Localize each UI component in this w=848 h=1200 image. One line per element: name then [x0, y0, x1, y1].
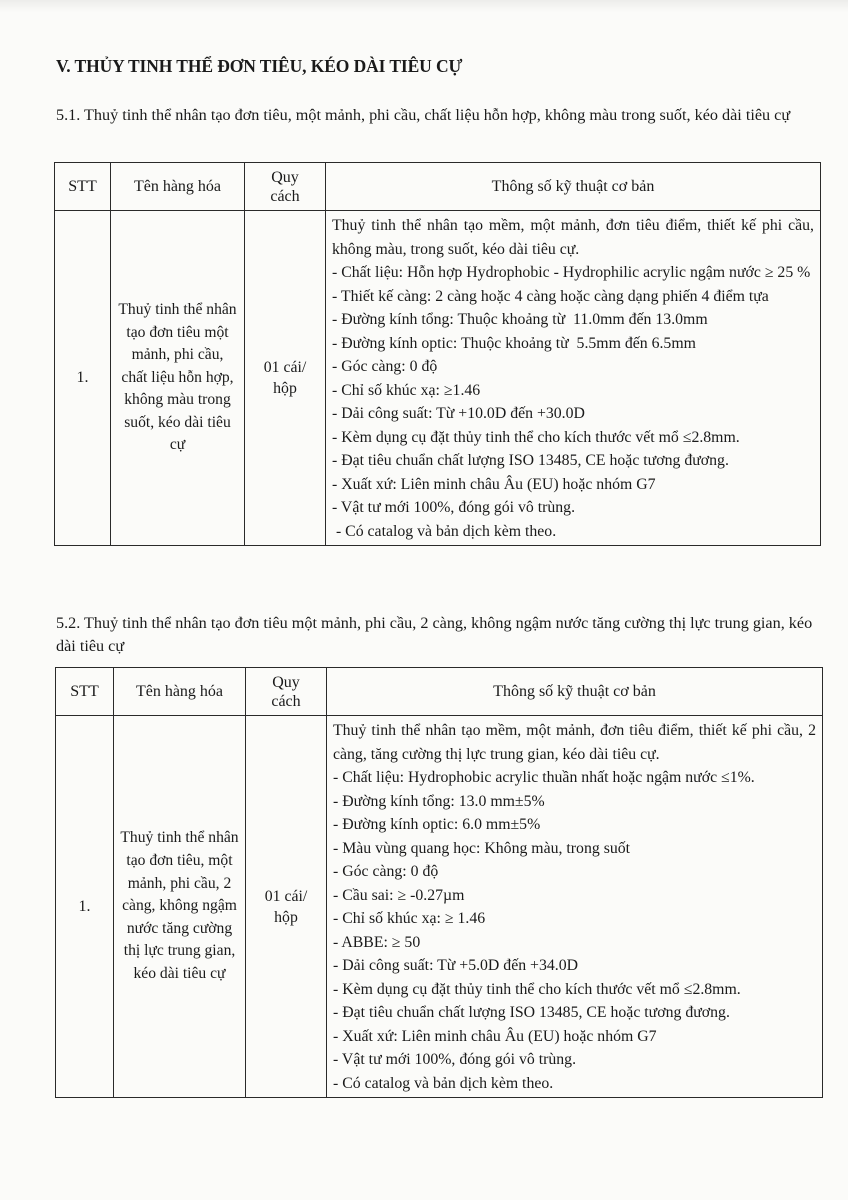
row-unit: 01 cái/ hộp [246, 716, 327, 1098]
header-spec: Thông số kỹ thuật cơ bản [327, 668, 823, 716]
scan-shadow [0, 0, 848, 12]
table-header-row [56, 668, 823, 716]
header-stt: STT [55, 163, 111, 211]
spec-table-5-1 [54, 162, 821, 546]
spec-line: - Đường kính optic: Thuộc khoảng từ 5.5mm đến 6.5mm [332, 334, 696, 352]
spec-line: - Chỉ số khúc xạ: ≥1.46 [332, 381, 481, 399]
spec-line: - Có catalog và bản dịch kèm theo. [333, 1074, 554, 1092]
section-title: V. THỦY TINH THỂ ĐƠN TIÊU, KÉO DÀI TIÊU CỰ [56, 56, 463, 76]
row-product-name: Thuỷ tinh thể nhân tạo đơn tiêu một mảnh, phi cầu, chất liệu hỗn hợp, không màu trong suốt, kéo dài tiêu cự [111, 211, 245, 546]
spec-table-5-2 [55, 667, 823, 1098]
spec-line: - Có catalog và bản dịch kèm theo. [332, 522, 557, 540]
spec-line: - ABBE: ≥ 50 [333, 933, 421, 951]
spec-line: - Đường kính tổng: 13.0 mm±5% [333, 792, 545, 810]
spec-line: - Góc càng: 0 độ [333, 863, 439, 880]
spec-line: - Kèm dụng cụ đặt thủy tinh thể cho kích thước vết mổ ≤2.8mm. [333, 980, 741, 998]
spec-line: - Chỉ số khúc xạ: ≥ 1.46 [333, 910, 486, 927]
spec-line: - Góc càng: 0 độ [332, 358, 438, 375]
spec-intro: Thuỷ tinh thể nhân tạo mềm, một mảnh, đơn tiêu điểm, thiết kế phi cầu, 2 càng, tăng cường thị lực trung gian, kéo dài tiêu cự. [333, 722, 816, 763]
spec-line: - Đạt tiêu chuẩn chất lượng ISO 13485, CE hoặc tương đương. [332, 452, 729, 469]
spec-line: - Thiết kế càng: 2 càng hoặc 4 càng hoặc càng dạng phiến 4 điểm tựa [332, 287, 769, 305]
spec-line: - Vật tư mới 100%, đóng gói vô trùng. [332, 499, 576, 516]
table-row [55, 211, 821, 546]
spec-line: - Xuất xứ: Liên minh châu Âu (EU) hoặc nhóm G7 [333, 1027, 657, 1045]
row-stt: 1. [55, 211, 111, 546]
spec-line: - Dải công suất: Từ +5.0D đến +34.0D [333, 957, 579, 974]
spec-line: - Đường kính optic: 6.0 mm±5% [333, 816, 541, 833]
row-stt: 1. [56, 716, 114, 1098]
spec-line: - Đường kính tổng: Thuộc khoảng từ 11.0mm đến 13.0mm [332, 311, 708, 328]
header-stt: STT [56, 668, 114, 716]
spec-line: - Cầu sai: ≥ -0.27µm [333, 886, 465, 904]
header-name: Tên hàng hóa [111, 163, 245, 211]
row-spec [327, 716, 823, 1098]
table-header-row [55, 163, 821, 211]
spec-line: - Kèm dụng cụ đặt thủy tinh thể cho kích thước vết mổ ≤2.8mm. [332, 428, 740, 446]
spec-line: - Xuất xứ: Liên minh châu Âu (EU) hoặc nhóm G7 [332, 475, 656, 493]
row-unit: 01 cái/ hộp [245, 211, 326, 546]
header-spec: Thông số kỹ thuật cơ bản [326, 163, 821, 211]
header-name: Tên hàng hóa [114, 668, 246, 716]
spec-line: - Chất liệu: Hydrophobic acrylic thuần nhất hoặc ngậm nước ≤1%. [333, 769, 755, 786]
spec-line: - Đạt tiêu chuẩn chất lượng ISO 13485, CE hoặc tương đương. [333, 1004, 730, 1021]
spec-line: - Dải công suất: Từ +10.0D đến +30.0D [332, 405, 585, 422]
subsection-title-5-1: 5.1. Thuỷ tinh thể nhân tạo đơn tiêu, một mảnh, phi cầu, chất liệu hỗn hợp, không màu trong suốt, kéo dài tiêu cự [56, 106, 791, 124]
spec-line: - Chất liệu: Hỗn hợp Hydrophobic - Hydrophilic acrylic ngậm nước ≥ 25 % [332, 264, 811, 281]
row-product-name: Thuỷ tinh thể nhân tạo đơn tiêu, một mảnh, phi cầu, 2 càng, không ngậm nước tăng cường thị lực trung gian, kéo dài tiêu cự [114, 716, 246, 1098]
spec-line: - Màu vùng quang học: Không màu, trong suốt [333, 839, 631, 857]
header-unit: Quy cách [246, 668, 327, 716]
row-spec [326, 211, 821, 546]
spec-line: - Vật tư mới 100%, đóng gói vô trùng. [333, 1051, 577, 1068]
table-row [56, 716, 823, 1098]
header-unit: Quy cách [245, 163, 326, 211]
subsection-title-5-2: 5.2. Thuỷ tinh thể nhân tạo đơn tiêu một mảnh, phi cầu, 2 càng, không ngậm nước tăng cường thị lực trung gian, kéo dài tiêu cự [56, 614, 813, 655]
spec-intro: Thuỷ tinh thể nhân tạo mềm, một mảnh, đơn tiêu điểm, thiết kế phi cầu, không màu, trong suốt, kéo dài tiêu cự. [332, 217, 814, 258]
